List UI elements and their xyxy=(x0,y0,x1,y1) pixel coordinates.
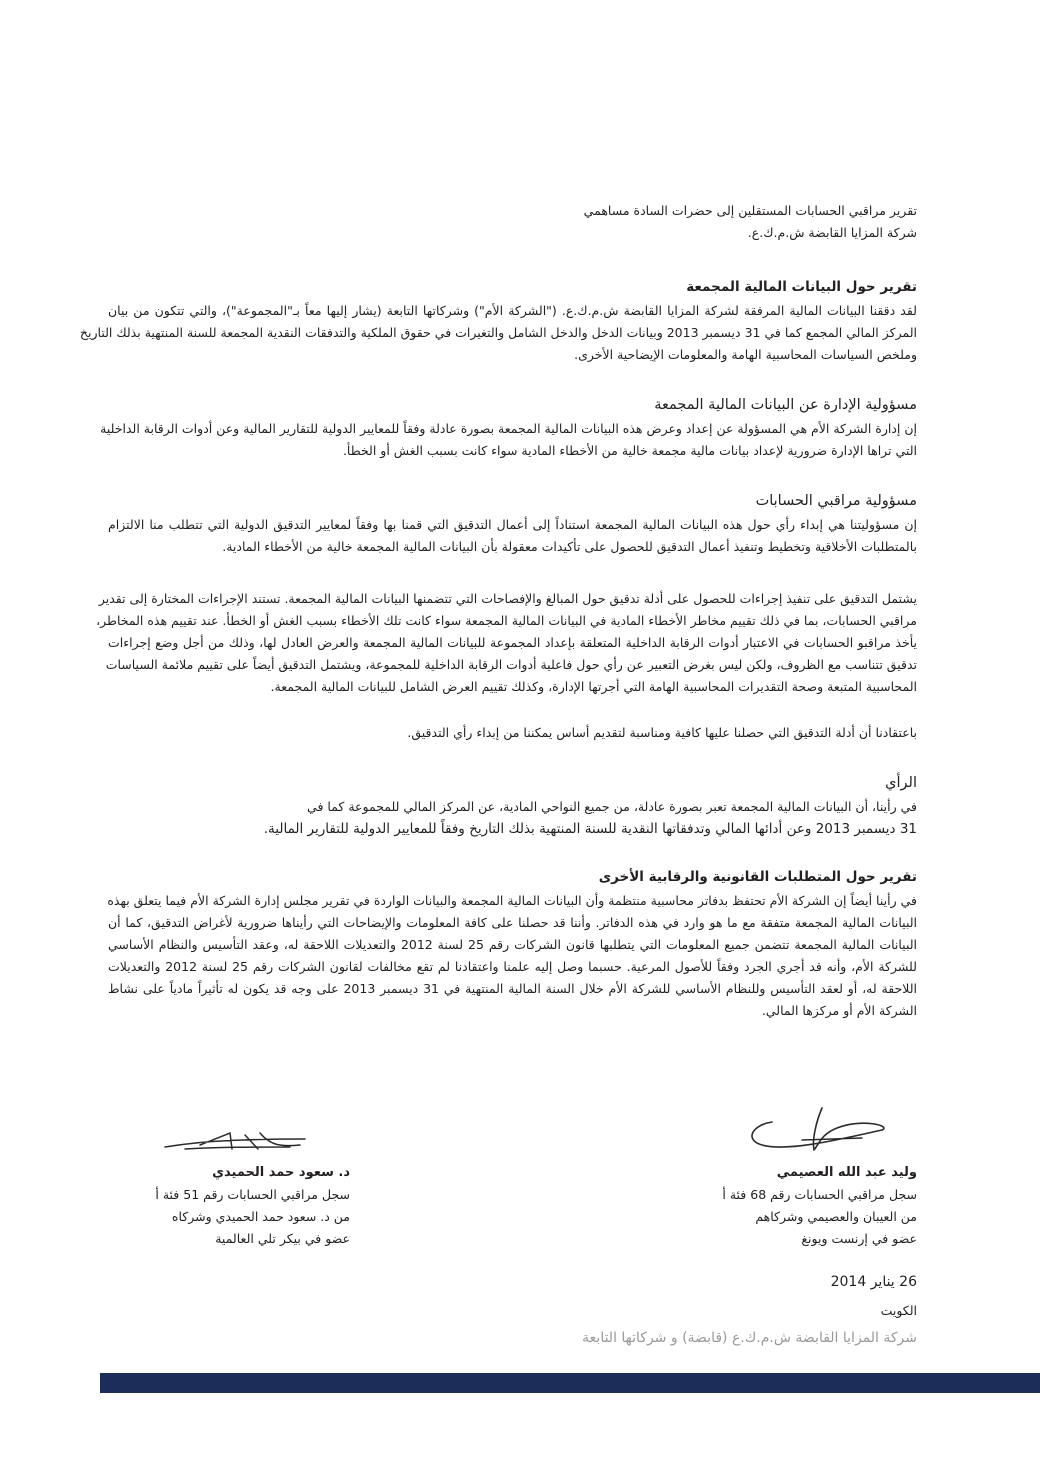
signature-left xyxy=(160,1125,310,1155)
paragraph-auditors-2 xyxy=(96,588,917,698)
footer-bar xyxy=(100,1373,1040,1393)
paragraph-line: تدقيق تتناسب مع الظروف، ولكن ليس بغرض التعبير عن رأي حول فاعلية أدوات الرقابة الداخلية للمجموعة، ويشتمل التدقيق أيضاً على تقييم ملائمة السياسات xyxy=(105,657,917,672)
section-heading-management: مسؤولية الإدارة عن البيانات المالية المجمعة xyxy=(654,397,917,413)
signatory-name: وليد عبد الله العصيمي xyxy=(776,1165,917,1180)
section-heading-report-fs: تقرير حول البيانات المالية المجمعة xyxy=(686,279,917,295)
signatory-line: سجل مراقبي الحسابات رقم 51 فئة أ xyxy=(155,1187,350,1202)
paragraph-line: باعتقادنا أن أدلة التدقيق التي حصلنا عليها كافية ومناسبة لتقديم أساس يمكننا من إبداء رأي التدقيق. xyxy=(407,725,917,740)
addressee-block xyxy=(108,200,917,244)
paragraph-line: في رأينا أيضاً إن الشركة الأم تحتفظ بدفاتر محاسبية منتظمة وأن البيانات المالية المجمعة والبيانات الواردة في تقرير مجلس إدارة الشركة الأم فيما يتعلق بهذه xyxy=(107,893,917,908)
signatory-line: عضو في إرنست ويونغ xyxy=(801,1231,917,1246)
report-body xyxy=(79,200,918,1022)
paragraph-auditors-3 xyxy=(108,722,917,744)
section-heading-auditors: مسؤولية مراقبي الحسابات xyxy=(755,493,917,509)
paragraph-line: المركز المالي المجمع كما في 31 ديسمبر 2013 وبيانات الدخل والدخل الشامل والتغيرات في حقوق الملكية والتدفقات النقدية المجمعة للسنة المنتهية بذلك التاريخ xyxy=(79,325,917,340)
paragraph-line: يأخذ مراقبو الحسابات في الاعتبار أدوات الرقابة الداخلية المتعلقة بإعداد المجموعة للبيانات المالية المجمعة والعرض العادل لها، وذلك من أجل وضع إجراءات xyxy=(108,635,917,650)
paragraph-line: 31 ديسمبر 2013 وعن أدائها المالي وتدفقاتها النقدية للسنة المنتهية بذلك التاريخ وفقاً للمعايير الدولية للتقارير المالية. xyxy=(263,821,917,837)
section-heading-legal: تقرير حول المتطلبات القانونية والرقابية الأخرى xyxy=(598,869,917,885)
paragraph-line: اللاحقة له، أو لعقد التأسيس وللنظام الأساسي للشركة الأم خلال السنة المالية المنتهية في 31 ديسمبر 2013 على وجه قد يكون له تأثيراً مادياً على نشاط xyxy=(108,981,917,996)
paragraph-line: للشركة الأم، وأنه قد أجري الجرد وفقاً للأصول المرعية. حسبما وصل إليه علمنا واعتقادنا لم تقع مخالفات لقانون الشركات رقم 25 لسنة 2012 والتعديلات xyxy=(108,959,917,974)
paragraph-line: إن مسؤوليتنا هي إبداء رأي حول هذه البيانات المالية المجمعة استناداً إلى أعمال التدقيق التي قمنا بها وفقاً لمعايير التدقيق الدولية التي تتطلب منا الالتزام xyxy=(108,517,917,532)
signatory-name: د. سعود حمد الحميدي xyxy=(212,1165,350,1180)
paragraph-management xyxy=(100,418,917,462)
paragraph-line: مراقبي الحسابات، بما في ذلك تقييم مخاطر الأخطاء المادية في البيانات المالية المجمعة سواء كانت تلك الأخطاء بسبب الغش أو الخطأ. عند تقييم هذه المخاطر، xyxy=(96,613,917,628)
addressee-line: تقرير مراقبي الحسابات المستقلين إلى حضرات السادة مساهمي xyxy=(583,203,917,218)
addressee-line: شركة المزايا القابضة ش.م.ك.ع. xyxy=(747,225,917,240)
signatory-line: من د. سعود حمد الحميدي وشركاه xyxy=(171,1209,350,1224)
paragraph-line: في رأينا، أن البيانات المالية المجمعة تعبر بصورة عادلة، من جميع النواحي المادية، عن المركز المالي للمجموعة كما في xyxy=(307,799,917,814)
section-heading-opinion: الرأي xyxy=(885,775,917,791)
date-block xyxy=(831,1270,917,1322)
paragraph-line: إن إدارة الشركة الأم هي المسؤولة عن إعداد وعرض هذه البيانات المالية المجمعة بصورة عادلة وفقاً للمعايير الدولية للتقارير المالية وعن أدوات الرقابة الداخلية xyxy=(100,421,917,436)
signatory-line: من العيبان والعصيمي وشركاهم xyxy=(755,1209,917,1224)
paragraph-auditors-1 xyxy=(108,514,917,558)
paragraph-legal xyxy=(108,890,917,1022)
paragraph-report-fs xyxy=(79,300,917,366)
paragraph-line: بالمتطلبات الأخلاقية وتخطيط وتنفيذ أعمال التدقيق للحصول على تأكيدات معقولة بأن البيانات المالية المجمعة خالية من الأخطاء المادية. xyxy=(222,539,917,554)
paragraph-line: البيانات المالية المجمعة تتضمن جميع المعلومات التي يتطلبها قانون الشركات رقم 25 لسنة 2012 والتعديلات اللاحقة له، وعقد التأسيس والنظام الأساسي xyxy=(108,937,918,952)
signatory-right xyxy=(657,1162,917,1250)
signatory-line: عضو في بيكر تلي العالمية xyxy=(215,1231,350,1246)
signature-right xyxy=(742,1100,892,1160)
signatory-left xyxy=(110,1162,350,1250)
paragraph-line: وملخص السياسات المحاسبية الهامة والمعلومات الإيضاحية الأخرى. xyxy=(574,347,917,362)
paragraph-line: المحاسبية المتبعة وصحة التقديرات المحاسبية الهامة التي أجرتها الإدارة، وكذلك تقييم العرض الشامل للبيانات المالية المجمعة. xyxy=(270,679,917,694)
signatory-line: سجل مراقبي الحسابات رقم 68 فئة أ xyxy=(722,1187,917,1202)
paragraph-line: يشتمل التدقيق على تنفيذ إجراءات للحصول على أدلة تدقيق حول المبالغ والإفصاحات التي تتضمنها البيانات المالية المجمعة. تستند الإجراءات المختارة إلى تقدير xyxy=(98,591,917,606)
report-date: 26 يناير 2014 xyxy=(830,1274,917,1290)
report-city: الكويت xyxy=(880,1303,917,1318)
paragraph-line: البيانات المالية المجمعة متفقة مع ما هو وارد في هذه الدفاتر. وأننا قد حصلنا على كافة المعلومات والإيضاحات التي رأيناها ضرورية لأغراض التدقيق، كما أن xyxy=(108,915,917,930)
paragraph-line: التي تراها الإدارة ضرورية لإعداد بيانات مالية مجمعة خالية من الأخطاء المادية سواء كانت بسبب الغش أو الخطأ. xyxy=(342,443,917,458)
paragraph-opinion xyxy=(108,796,917,840)
footer-company-name: شركة المزايا القابضة ش.م.ك.ع (قابضة) و شركاتها التابعة xyxy=(582,1330,917,1346)
paragraph-line: الشركة الأم أو مركزها المالي. xyxy=(761,1003,917,1018)
paragraph-line: لقد دققنا البيانات المالية المرفقة لشركة المزايا القابضة ش.م.ك.ع. ("الشركة الأم") وشركاتها التابعة (يشار إليها معاً بـ"المجموعة")، والتي تتكون من بيان xyxy=(108,303,917,318)
